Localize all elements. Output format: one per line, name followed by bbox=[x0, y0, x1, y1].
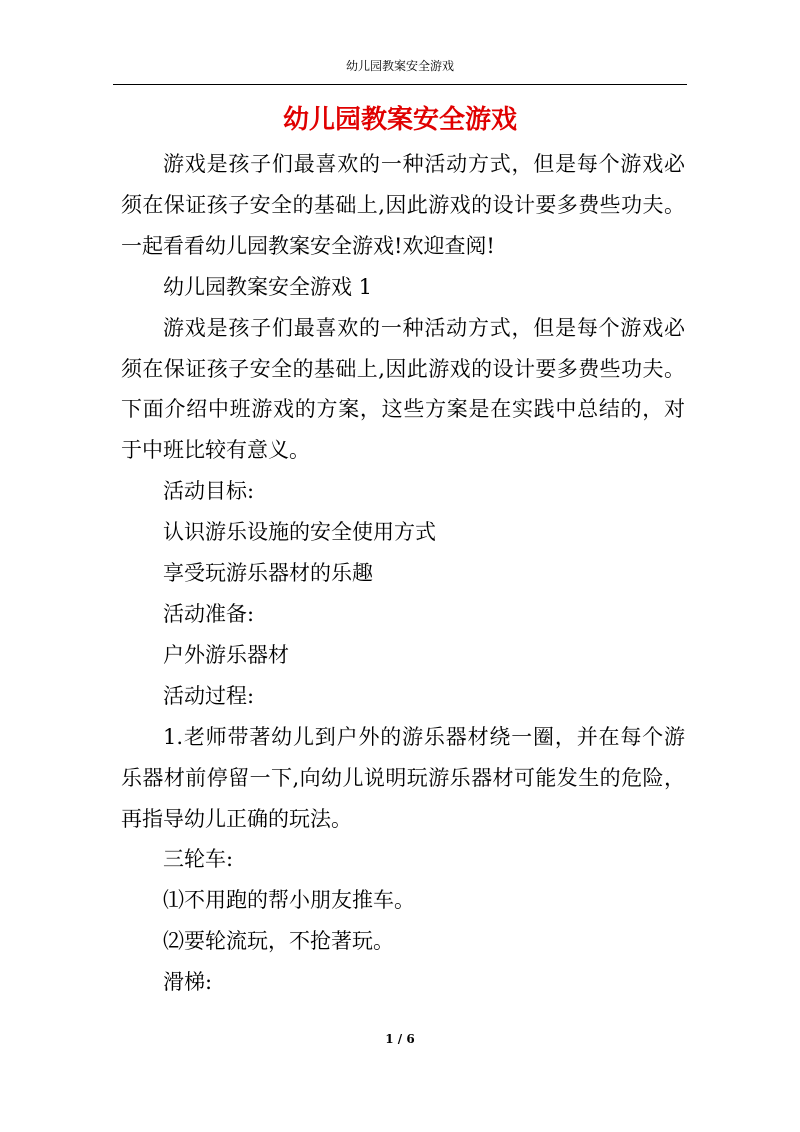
goal-item: 认识游乐设施的安全使用方式 bbox=[163, 520, 436, 545]
document-title: 幼儿园教案安全游戏 bbox=[282, 105, 517, 135]
preparation-item: 户外游乐器材 bbox=[163, 642, 289, 667]
tricycle-rule: ⑴不用跑的帮小朋友推车。 bbox=[163, 888, 415, 913]
header-divider bbox=[113, 84, 687, 85]
running-header: 幼儿园教案安全游戏 bbox=[345, 59, 454, 73]
page-number: 1 / 6 bbox=[385, 1032, 415, 1046]
section-intro-paragraph: 游戏是孩子们最喜欢的一种活动方式，但是每个游戏必须在保证孩子安全的基础上,因此游戏的设计要多费些功夫。下面介绍中班游戏的方案，这些方案是在实践中总结的，对于中班比较有意义。 bbox=[121, 315, 685, 463]
section-heading: 幼儿园教案安全游戏 1 bbox=[163, 274, 373, 299]
activity-preparation-heading: 活动准备: bbox=[163, 601, 255, 626]
tricycle-rule: ⑵要轮流玩，不抢著玩。 bbox=[163, 929, 394, 954]
process-step: 1.老师带著幼儿到户外的游乐器材绕一圈，并在每个游乐器材前停留一下,向幼儿说明玩游乐器材可能发生的危险，再指导幼儿正确的玩法。 bbox=[121, 724, 685, 831]
document-body bbox=[121, 144, 685, 1003]
tricycle-heading: 三轮车: bbox=[163, 847, 234, 872]
activity-process-heading: 活动过程: bbox=[163, 683, 255, 708]
activity-goals-heading: 活动目标: bbox=[163, 479, 255, 504]
slide-heading: 滑梯: bbox=[163, 970, 213, 995]
intro-paragraph: 游戏是孩子们最喜欢的一种活动方式，但是每个游戏必须在保证孩子安全的基础上,因此游戏的设计要多费些功夫。一起看看幼儿园教案安全游戏!欢迎查阅! bbox=[121, 152, 685, 258]
goal-item: 享受玩游乐器材的乐趣 bbox=[163, 561, 373, 586]
